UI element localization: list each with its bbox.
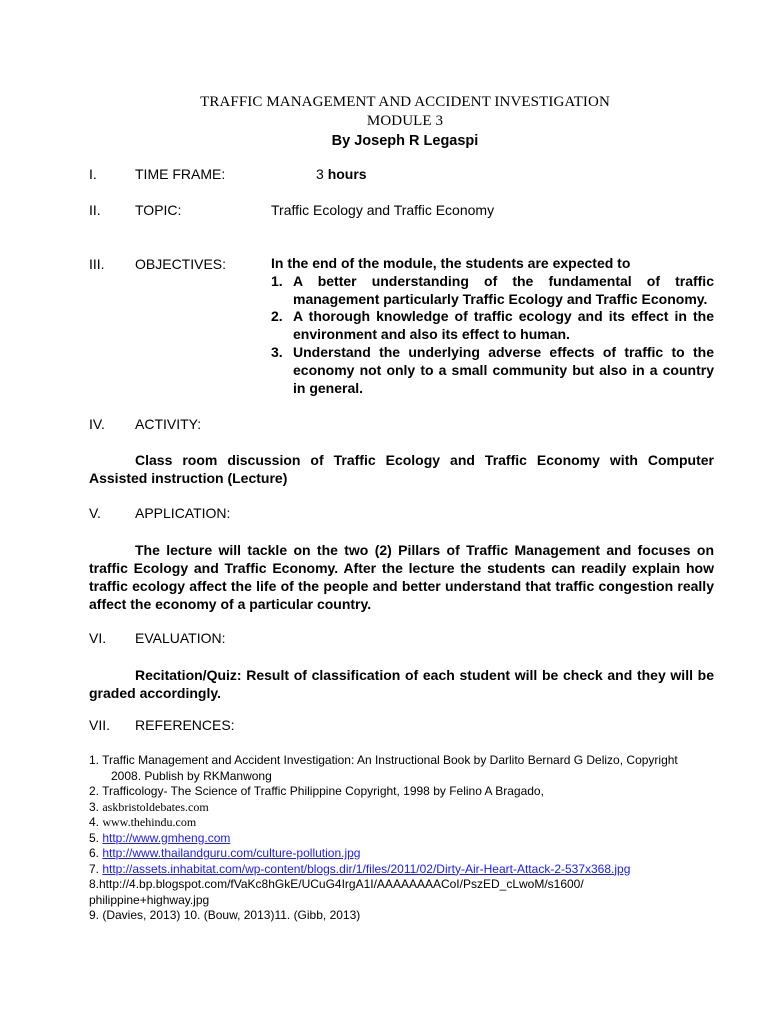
topic-value: Traffic Ecology and Traffic Economy bbox=[271, 202, 495, 218]
reference-item: 1. Traffic Management and Accident Investigation: An Instructional Book by Darlito Bernard G Delizo, Copyright bbox=[89, 753, 678, 767]
reference-link[interactable]: http://www.thailandguru.com/culture-pollution.jpg bbox=[102, 846, 361, 860]
objectives-list bbox=[271, 255, 714, 397]
reference-site: askbristoldebates.com bbox=[102, 799, 209, 814]
activity-body: Class room discussion of Traffic Ecology and Traffic Economy with Computer Assisted instruction (Lecture) bbox=[89, 452, 714, 486]
reference-link[interactable]: http://assets.inhabitat.com/wp-content/blogs.dir/1/files/2011/02/Dirty-Air-Heart-Attack-2-537x368.jpg bbox=[102, 861, 631, 876]
objective-item: 2. A thorough knowledge of traffic ecology and its effect in the environment and also its effect to human. bbox=[271, 308, 714, 343]
section-label: TOPIC: bbox=[135, 202, 182, 218]
section-number: VII. bbox=[89, 717, 111, 733]
reference-item: 2. Trafficology- The Science of Traffic Philippine Copyright, 1998 by Felino A Bragado, bbox=[89, 784, 544, 798]
section-number: III. bbox=[89, 256, 105, 272]
time-frame-value: 3 hours bbox=[316, 166, 367, 182]
section-label: ACTIVITY: bbox=[135, 416, 202, 432]
section-number: V. bbox=[89, 505, 101, 521]
reference-site: www.thehindu.com bbox=[102, 815, 197, 829]
section-label: EVALUATION: bbox=[135, 630, 226, 646]
section-label: APPLICATION: bbox=[135, 505, 231, 521]
section-label: REFERENCES: bbox=[135, 717, 235, 733]
section-number: II. bbox=[89, 202, 101, 218]
section-label: TIME FRAME: bbox=[135, 166, 226, 182]
section-label: OBJECTIVES: bbox=[135, 256, 227, 272]
reference-item: 8.http://4.bp.blogspot.com/fVaKc8hGkE/UCuG4IrgA1I/AAAAAAAACoI/PszED_cLwoM/s1600/ bbox=[89, 877, 584, 891]
application-body: The lecture will tackle on the two (2) Pillars of Traffic Management and focuses on traffic Ecology and Traffic Economy. After the lecture the students can readily explain how traffic ecology affect the life of the people and better understand that traffic congestion really affect the economy of a particular country. bbox=[89, 542, 714, 612]
section-number: I. bbox=[89, 166, 97, 182]
reference-item: 7. http://assets.inhabitat.com/wp-content/blogs.dir/1/files/2011/02/Dirty-Air-Heart-Attack-2-537x368.jpg bbox=[89, 861, 631, 876]
evaluation-body: Recitation/Quiz: Result of classification of each student will be check and they will be graded accordingly. bbox=[89, 667, 714, 701]
reference-item: 5. http://www.gmheng.com bbox=[89, 830, 231, 845]
reference-link[interactable]: http://www.gmheng.com bbox=[102, 830, 231, 845]
module-label: MODULE 3 bbox=[366, 113, 444, 129]
document-header bbox=[0, 93, 768, 151]
objective-item: 1. A better understanding of the fundamental of traffic management particularly Traffic Ecology and Traffic Economy. bbox=[271, 272, 714, 307]
reference-item-continued: philippine+highway.jpg bbox=[89, 892, 210, 907]
document-title: TRAFFIC MANAGEMENT AND ACCIDENT INVESTIGATION bbox=[200, 94, 610, 110]
author-line: By Joseph R Legaspi bbox=[331, 133, 479, 149]
section-number: IV. bbox=[89, 416, 105, 432]
reference-item: 3. askbristoldebates.com bbox=[89, 799, 209, 814]
reference-item-continued: 2008. Publish by RKManwong bbox=[111, 768, 272, 783]
section-number: VI. bbox=[89, 630, 107, 646]
reference-item: 9. (Davies, 2013) 10. (Bouw, 2013)11. (Gibb, 2013) bbox=[89, 908, 361, 922]
reference-item: 6. http://www.thailandguru.com/culture-pollution.jpg bbox=[89, 846, 361, 860]
references-list bbox=[89, 753, 729, 924]
reference-item: 4. www.thehindu.com bbox=[89, 815, 197, 829]
objectives-intro: In the end of the module, the students are expected to bbox=[271, 255, 631, 271]
objective-item: 3. Understand the underlying adverse effects of traffic to the economy not only to a small community but also in a country in general. bbox=[271, 343, 714, 396]
